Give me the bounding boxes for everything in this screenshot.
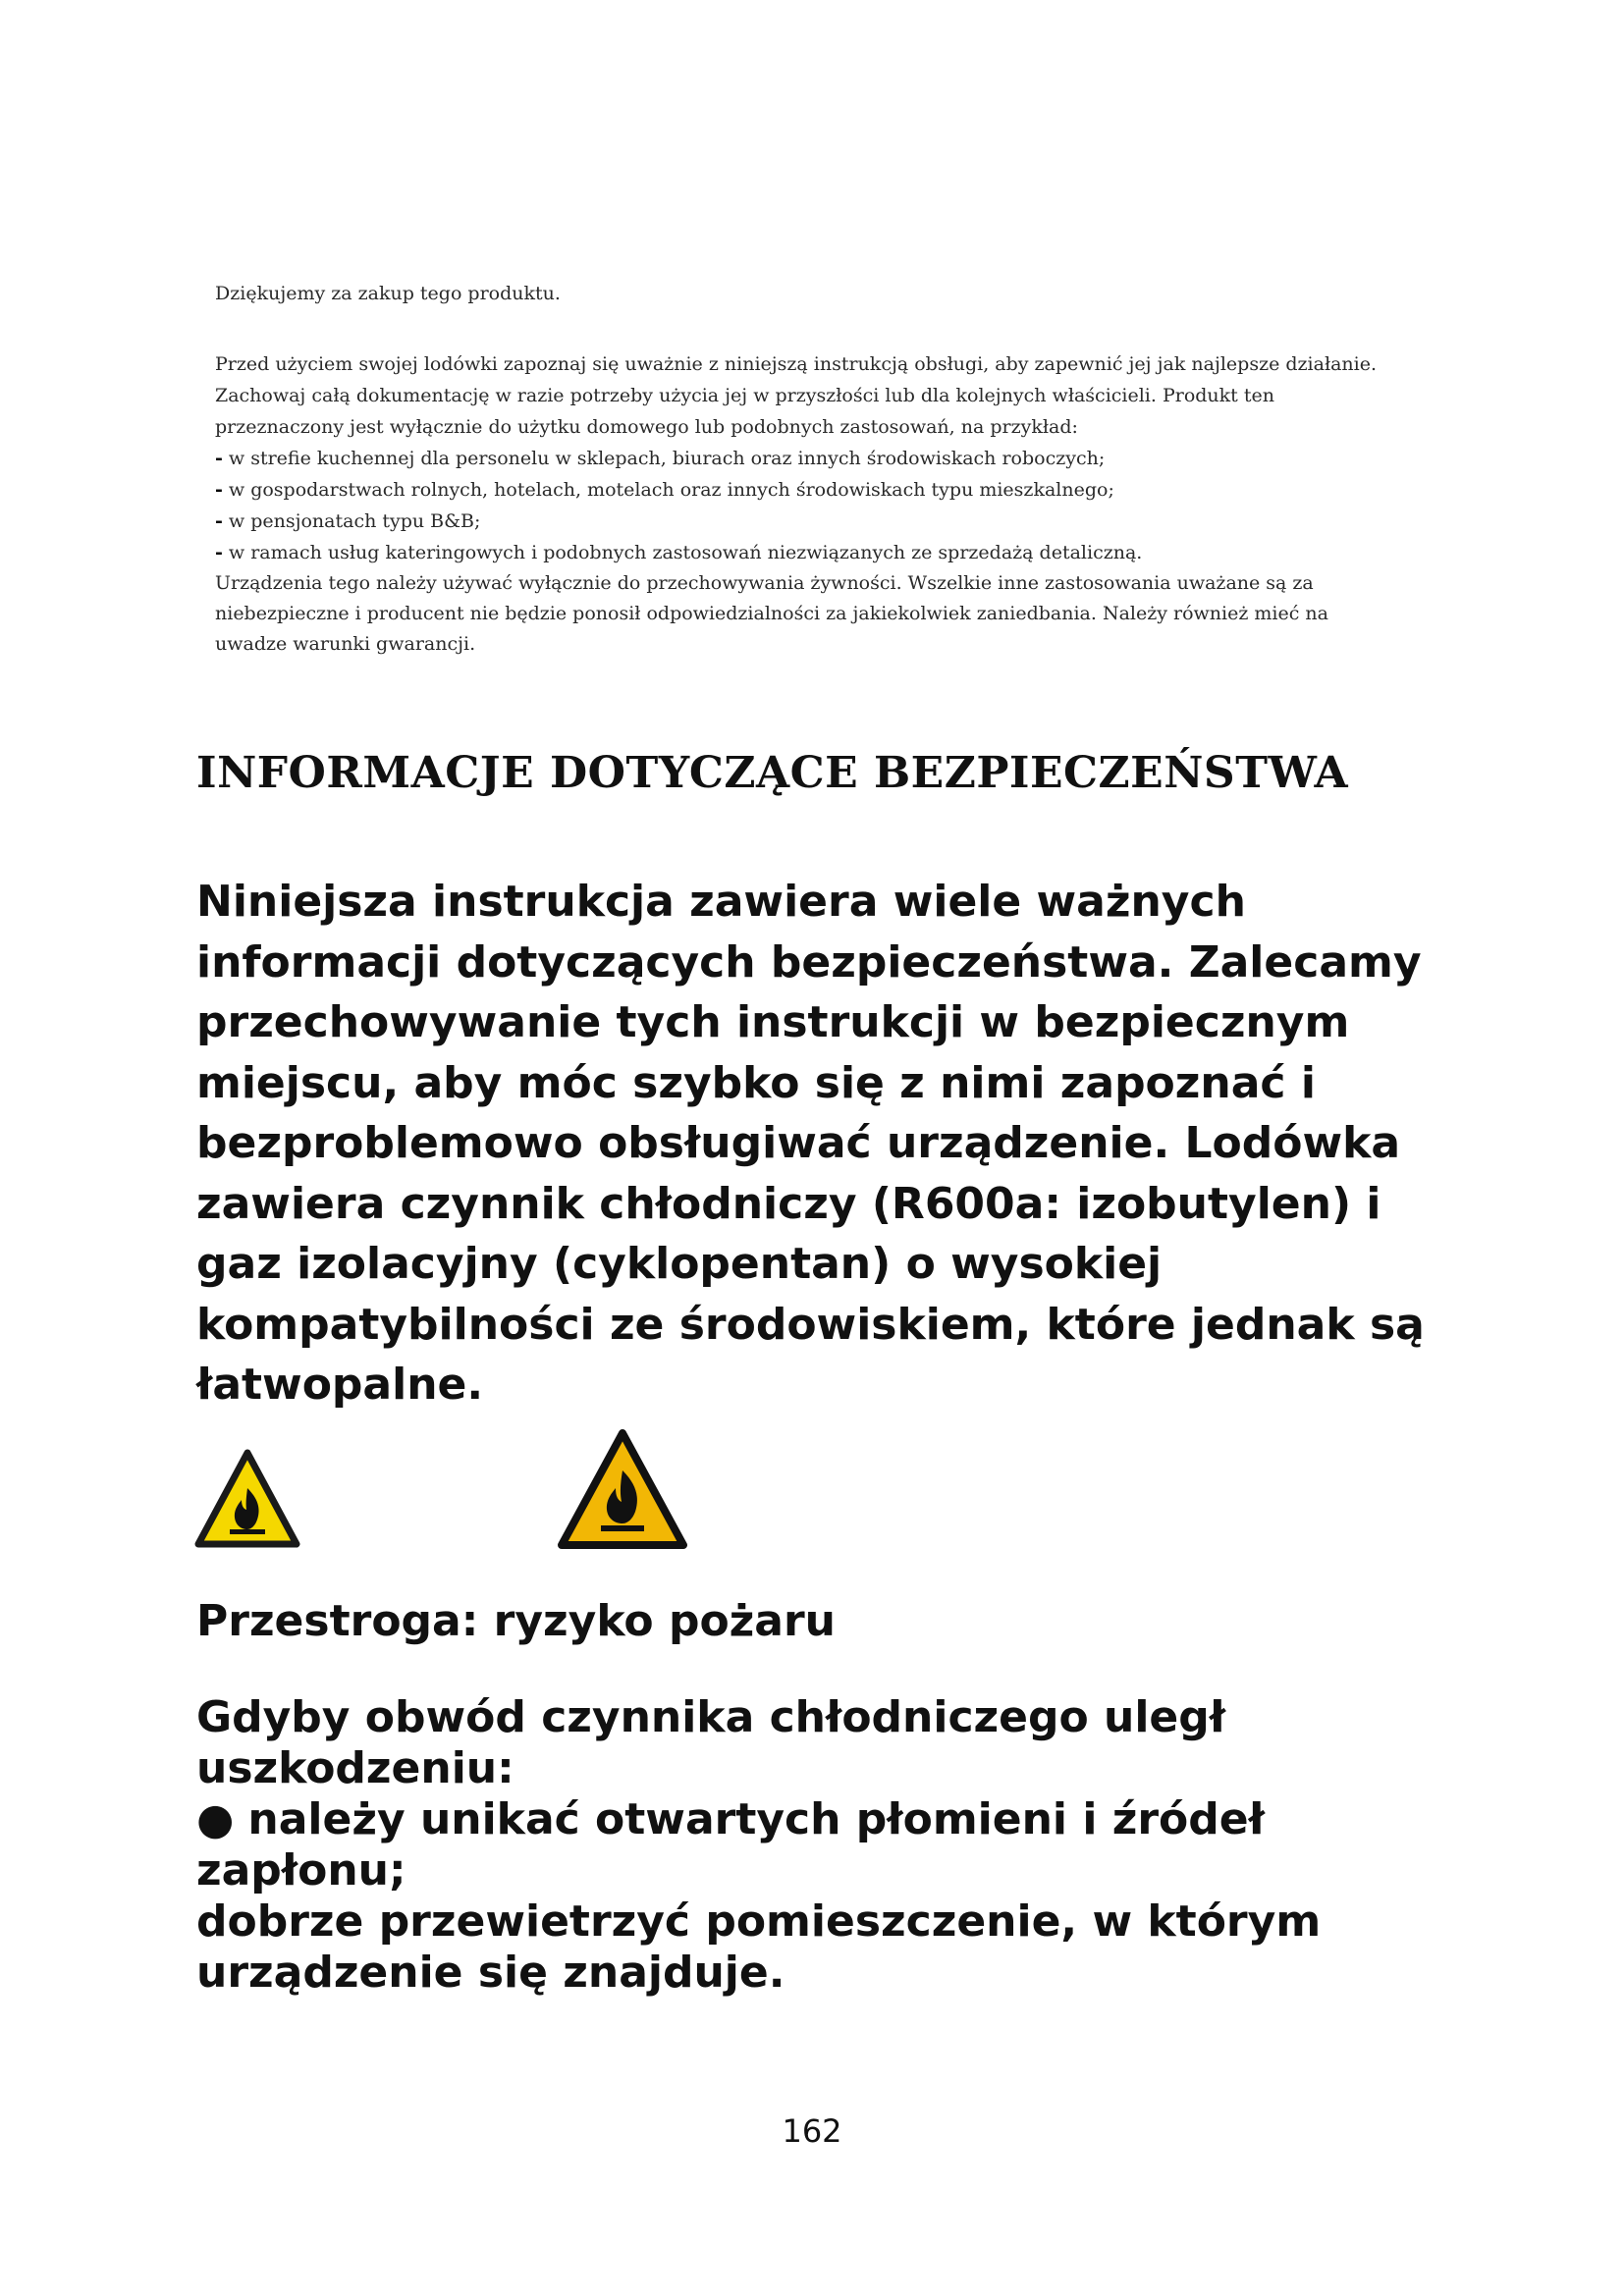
list-item: [215, 506, 1393, 537]
bullet-icon: ●: [196, 1794, 235, 1844]
list-item-text: w gospodarstwach rolnych, hotelach, motelach oraz innych środowiskach typu mieszkalnego;: [228, 479, 1114, 501]
list-item: [215, 443, 1393, 474]
list-item-text: w strefie kuchennej dla personelu w sklepach, biurach oraz innych środowiskach roboczych;: [228, 448, 1106, 469]
list-marker: -: [215, 448, 223, 469]
usage-list: [215, 443, 1393, 568]
safety-warning-text: Niniejsza instrukcja zawiera wiele ważnych informacji dotyczących bezpieczeństwa. Zalecamy przechowywanie tych instrukcji w bezpiecznym miejscu, aby móc szybko się z nimi zapoznać i bezproblemowo obsługiwać urządzenie. Lodówka zawiera czynnik chłodniczy (R600a: izobutylen) i gaz izolacyjny (cyklopentan) o wysokiej kompatybilności ze środowiskiem, które jednak są łatwopalne.: [196, 877, 1425, 1410]
list-marker: -: [215, 542, 223, 563]
list-marker: -: [215, 510, 223, 532]
fire-bullet-item: [196, 1794, 1473, 1896]
thanks-line: Dziękujemy za zakup tego produktu.: [215, 283, 561, 304]
list-item: [215, 537, 1393, 568]
fire-instructions: [196, 1692, 1473, 1999]
fire-after: dobrze przewietrzyć pomieszczenie, w którym urządzenie się znajduje.: [196, 1896, 1322, 1998]
intro-block: [215, 348, 1393, 660]
intro-after-paragraph: Urządzenia tego należy używać wyłącznie do przechowywania żywności. Wszelkie inne zastosowania uważane są za niebezpieczne i producent nie będzie ponosił odpowiedzialności za jakiekolwiek zaniedbania. Należy również mieć na uwadze warunki gwarancji.: [215, 572, 1328, 655]
list-item-text: w ramach usług kateringowych i podobnych zastosowań niezwiązanych ze sprzedażą detaliczną.: [228, 542, 1143, 563]
caution-heading: Przestroga: ryzyko pożaru: [196, 1596, 836, 1646]
fire-bullet-text: należy unikać otwartych płomieni i źródeł zapłonu;: [196, 1794, 1265, 1896]
page-number: 162: [782, 2112, 842, 2150]
list-item-text: w pensjonatach typu B&B;: [228, 510, 481, 532]
fire-intro: Gdyby obwód czynnika chłodniczego uległ uszkodzeniu:: [196, 1692, 1226, 1793]
section-title: INFORMACJE DOTYCZĄCE BEZPIECZEŃSTWA: [196, 748, 1349, 798]
list-marker: -: [215, 479, 223, 501]
list-item: [215, 474, 1393, 506]
flammable-warning-icon: [192, 1447, 302, 1550]
flammable-warning-icon: [556, 1427, 689, 1553]
intro-paragraph: Przed użyciem swojej lodówki zapoznaj się uważnie z niniejszą instrukcją obsługi, aby zapewnić jej jak najlepsze działanie. Zachowaj całą dokumentację w razie potrzeby użycia jej w przyszłości lub dla kolejnych właścicieli. Produkt ten przeznaczony jest wyłącznie do użytku domowego lub podobnych zastosowań, na przykład:: [215, 353, 1378, 438]
